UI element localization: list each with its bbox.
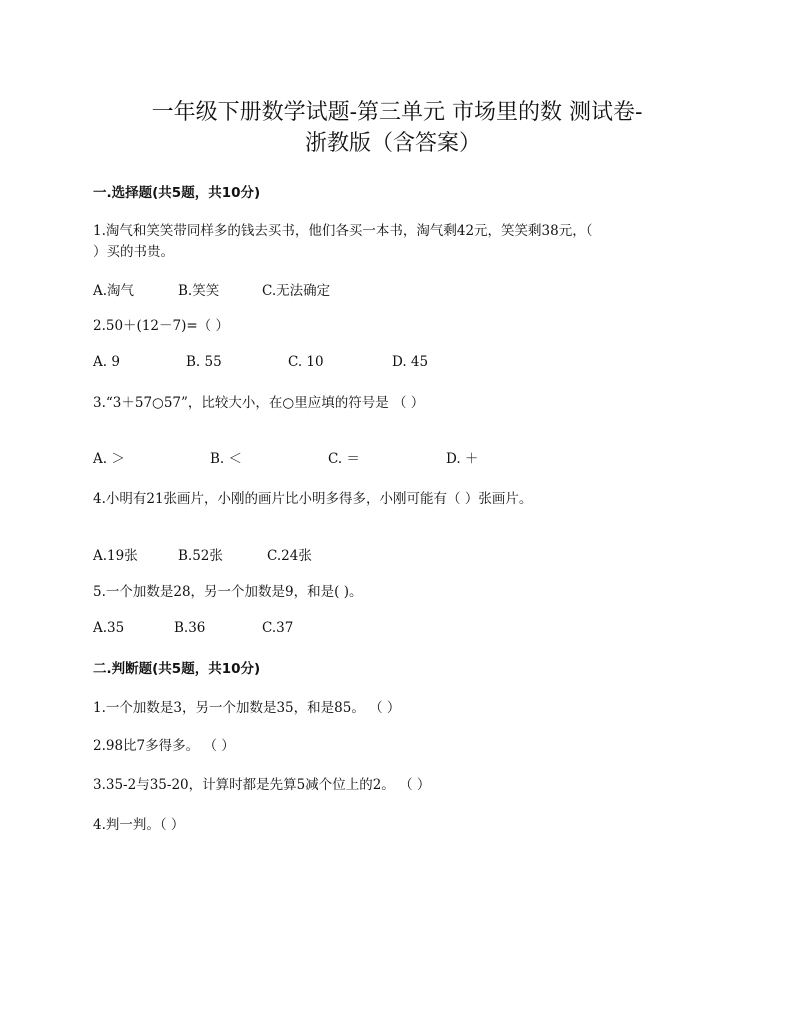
- question-4-option-a: A.19张: [93, 548, 138, 564]
- question-1-option-a: A.淘气: [93, 283, 135, 299]
- question-3-option-d: D. ＋: [446, 451, 479, 467]
- question-2-option-b: B. 55: [186, 354, 222, 370]
- question-4-option-c: C.24张: [267, 548, 312, 564]
- judge-question-3: 3.35-2与35-20，计算时都是先算5减个位上的2。 （ ）: [93, 777, 431, 793]
- question-4-option-b: B.52张: [178, 548, 223, 564]
- question-3-option-a: A. ＞: [93, 451, 125, 467]
- question-2-text: 2.50＋(12－7)=（ ）: [93, 318, 229, 334]
- question-3-option-c: C. ＝: [328, 451, 360, 467]
- question-1-line1: 1.淘气和笑笑带同样多的钱去买书，他们各买一本书，淘气剩42元，笑笑剩38元，（: [93, 223, 593, 239]
- question-5-option-c: C.37: [262, 620, 294, 636]
- document-title-line2: 浙教版（含答案）: [304, 131, 481, 156]
- document-title-line1: 一年级下册数学试题-第三单元 市场里的数 测试卷-: [151, 100, 643, 125]
- question-2-option-c: C. 10: [288, 354, 324, 370]
- question-5-option-a: A.35: [93, 620, 125, 636]
- question-1-option-b: B.笑笑: [178, 283, 220, 299]
- question-3-text: 3.“3＋57○57”，比较大小，在○里应填的符号是 （ ）: [93, 395, 425, 411]
- section1-heading: 一.选择题(共5题，共10分): [93, 185, 261, 201]
- question-4-text: 4.小明有21张画片，小刚的画片比小明多得多，小刚可能有（ ）张画片。: [93, 491, 533, 507]
- question-2-option-a: A. 9: [93, 354, 120, 370]
- question-1-line2: ）买的书贵。: [93, 244, 174, 260]
- question-2-option-d: D. 45: [392, 354, 429, 370]
- judge-question-2: 2.98比7多得多。 （ ）: [93, 738, 235, 754]
- question-5-option-b: B.36: [174, 620, 206, 636]
- judge-question-1: 1.一个加数是3，另一个加数是35，和是85。 （ ）: [93, 700, 401, 716]
- section2-heading: 二.判断题(共5题，共10分): [93, 661, 261, 677]
- question-5-text: 5.一个加数是28，另一个加数是9，和是( )。: [93, 584, 363, 600]
- judge-question-4: 4.判一判。（ ）: [93, 817, 185, 833]
- question-1-option-c: C.无法确定: [262, 283, 331, 299]
- question-3-option-b: B. ＜: [210, 451, 243, 467]
